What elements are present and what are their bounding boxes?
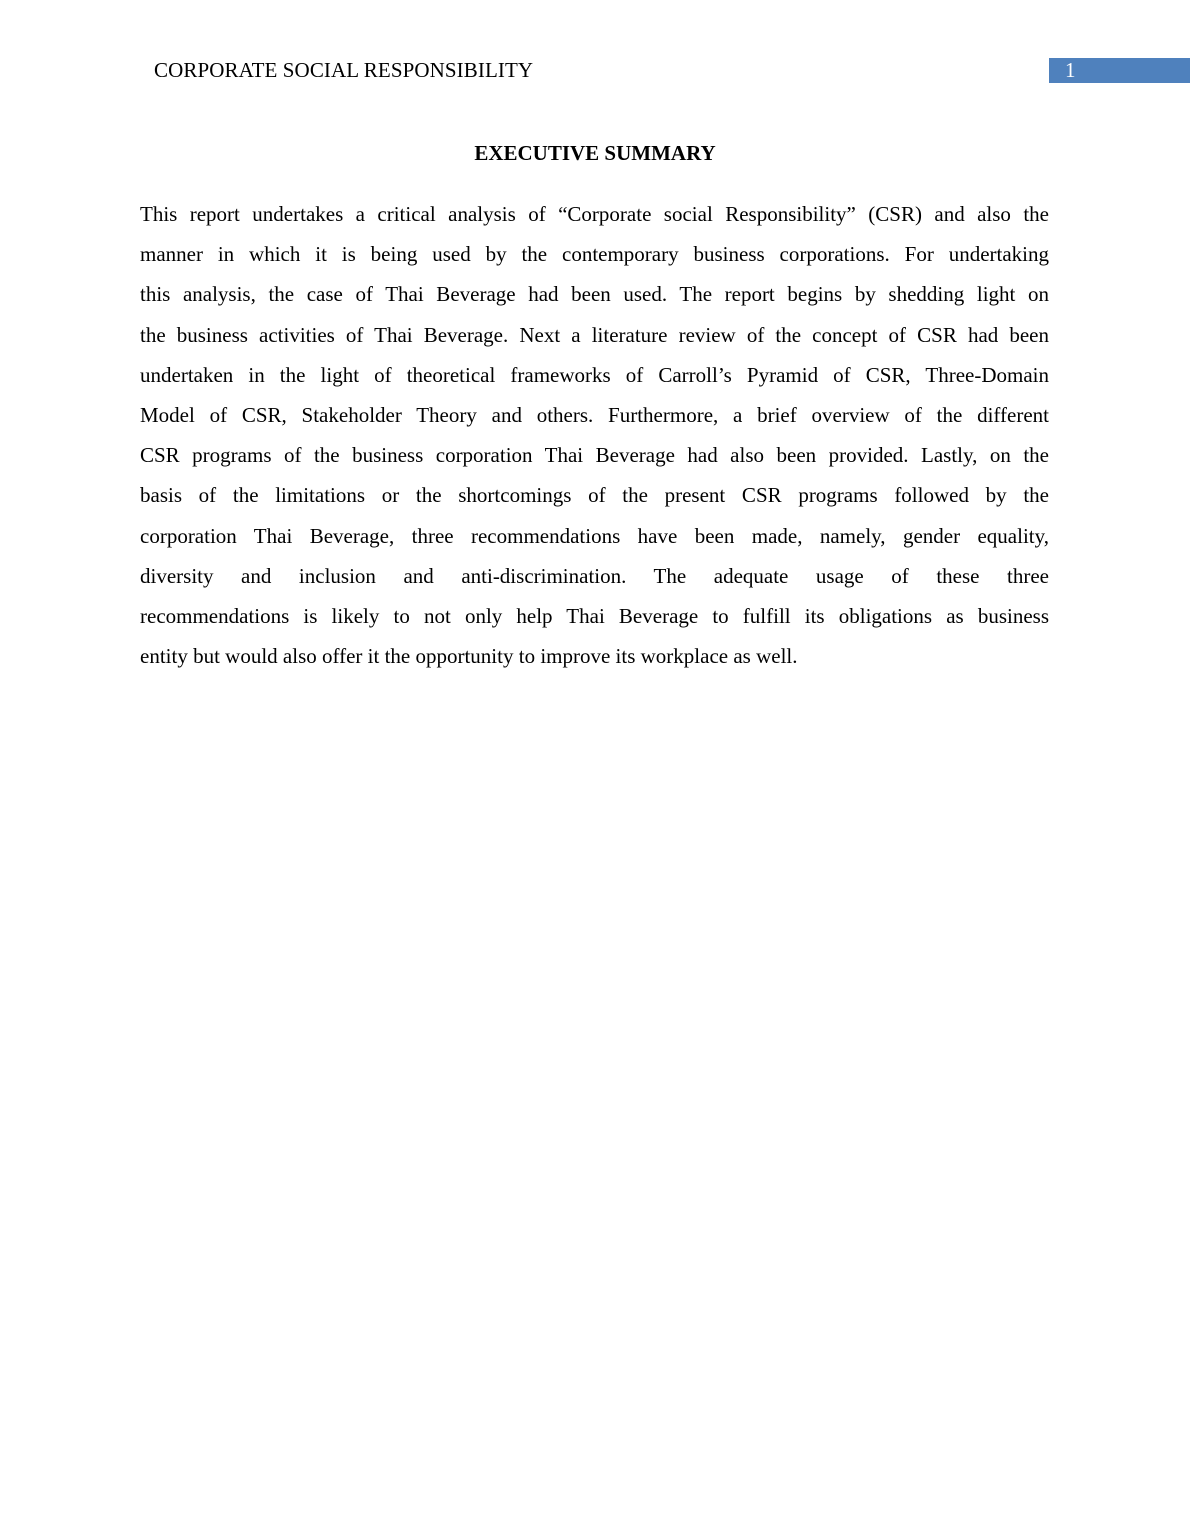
paragraph-line: basis of the limitations or the shortcomings of the present CSR programs followed by the (140, 483, 1049, 508)
page-number-bar (1049, 58, 1190, 83)
paragraph-line: undertaken in the light of theoretical frameworks of Carroll’s Pyramid of CSR, Three-Domain (140, 362, 1049, 387)
running-header-title: CORPORATE SOCIAL RESPONSIBILITY (154, 58, 534, 82)
paragraph-line: Model of CSR, Stakeholder Theory and others. Furthermore, a brief overview of the different (140, 402, 1049, 427)
paragraph-line: entity but would also offer it the opportunity to improve its workplace as well. (140, 644, 798, 669)
paragraph-line: manner in which it is being used by the contemporary business corporations. For undertaking (140, 242, 1049, 267)
section-title: EXECUTIVE SUMMARY (474, 141, 716, 165)
paragraph-line: This report undertakes a critical analysis of “Corporate social Responsibility” (CSR) and also the (140, 202, 1049, 226)
paragraph-line: the business activities of Thai Beverage. Next a literature review of the concept of CSR had been (140, 322, 1049, 347)
page-number: 1 (1065, 58, 1076, 82)
executive-summary-paragraph (140, 200, 1049, 682)
paragraph-line: recommendations is likely to not only help Thai Beverage to fulfill its obligations as business (140, 603, 1049, 628)
paragraph-line: corporation Thai Beverage, three recommendations have been made, namely, gender equality, (140, 523, 1049, 548)
paragraph-line: diversity and inclusion and anti-discrimination. The adequate usage of these three (140, 563, 1049, 588)
paragraph-line: this analysis, the case of Thai Beverage had been used. The report begins by shedding light on (140, 282, 1049, 307)
paragraph-line: CSR programs of the business corporation Thai Beverage had also been provided. Lastly, on the (140, 443, 1049, 468)
